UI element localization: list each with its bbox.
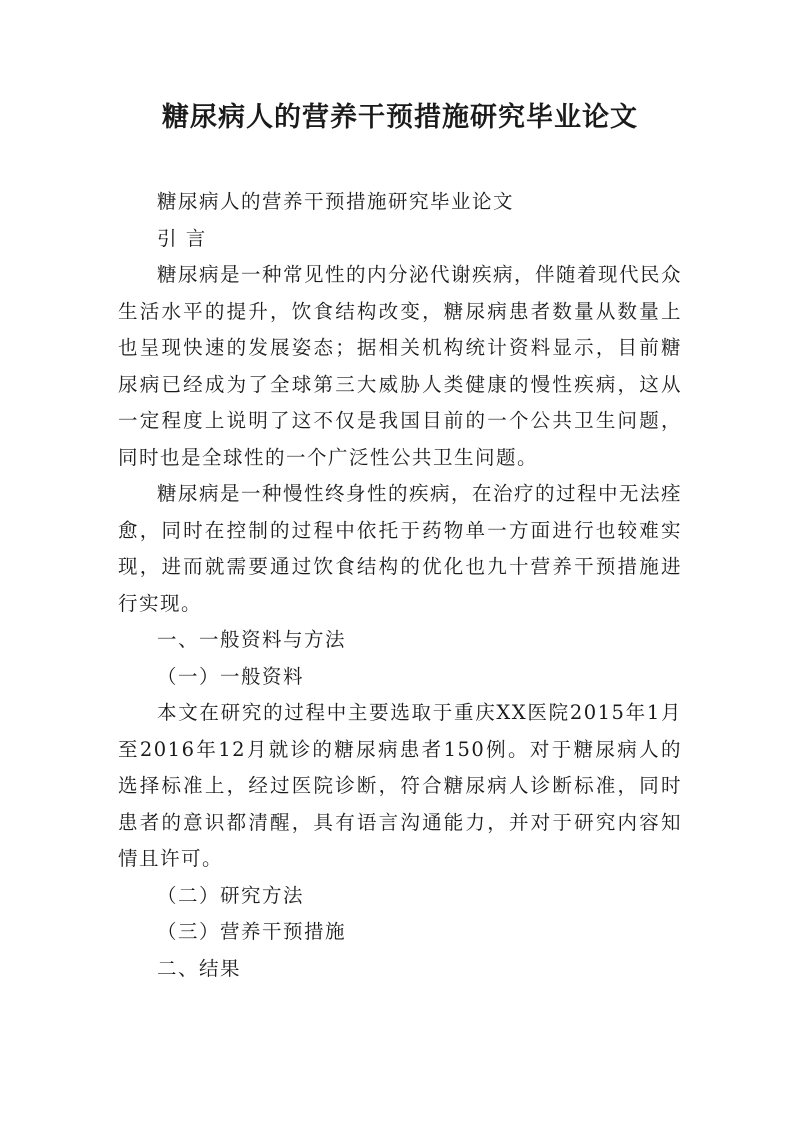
paragraph-2: 糖尿病是一种慢性终身性的疾病，在治疗的过程中无法痊愈，同时在控制的过程中依托于药物单一方面进行也较难实现，进而就需要通过饮食结构的优化也九十营养干预措施进行实现。 bbox=[118, 482, 683, 615]
subsection-heading-1-3: （三）营养干预措施 bbox=[157, 920, 347, 943]
intro-heading: 引 言 bbox=[157, 226, 207, 250]
section-heading-1: 一、一般资料与方法 bbox=[157, 628, 347, 651]
paragraph-general-info: 本文在研究的过程中主要选取于重庆XX医院2015年1月至2016年12月就诊的糖尿病患者150例。对于糖尿病人的选择标准上，经过医院诊断，符合糖尿病人诊断标准，同时患者的意识都清醒，具有语言沟通能力，并对于研究内容知情且许可。 bbox=[118, 701, 682, 870]
subsection-heading-1-2: （二）研究方法 bbox=[157, 883, 305, 907]
paragraph-1: 糖尿病是一种常见性的内分泌代谢疾病，伴随着现代民众生活水平的提升，饮食结构改变，糖尿病患者数量从数量上也呈现快速的发展姿态；据相关机构统计资料显示，目前糖尿病已经成为了全球第三大威胁人类健康的慢性疾病，这从一定程度上说明了这不仅是我国目前的一个公共卫生问题，同时也是全球性的一个广泛性公共卫生问题。 bbox=[118, 263, 683, 469]
subsection-heading-1-1: （一）一般资料 bbox=[157, 664, 305, 688]
document-title: 糖尿病人的营养干预措施研究毕业论文 bbox=[162, 102, 638, 133]
document-body bbox=[118, 184, 682, 987]
section-heading-2: 二、结果 bbox=[157, 956, 242, 980]
document-subtitle: 糖尿病人的营养干预措施研究毕业论文 bbox=[157, 190, 515, 213]
